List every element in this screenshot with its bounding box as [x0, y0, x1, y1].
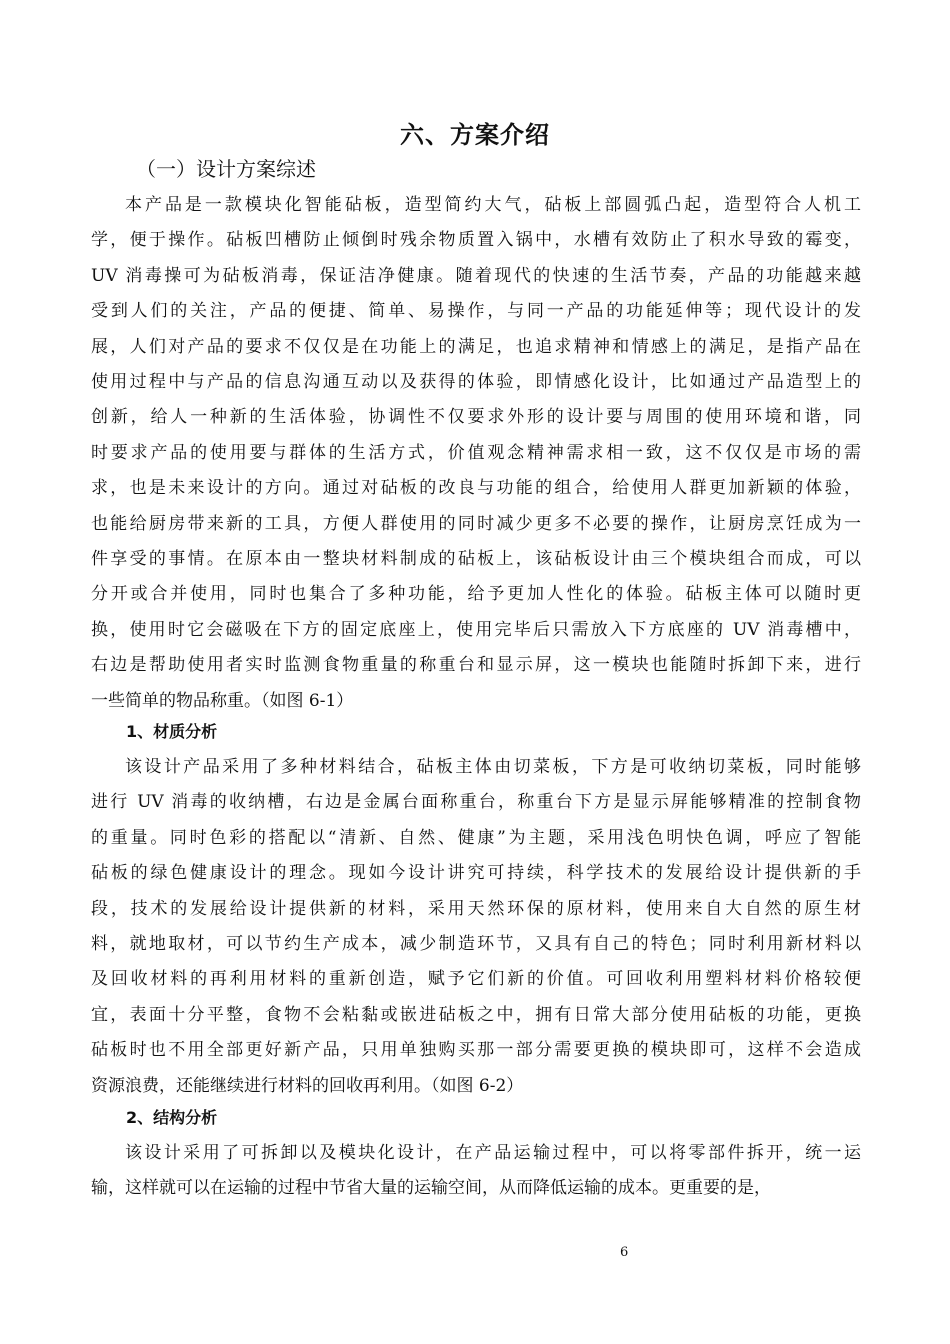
text-line: 求，也是未来设计的方向。通过对砧板的改良与功能的组合，给使用人群更加新颖的体验，	[91, 478, 861, 499]
text-line: 件享受的事情。在原本由一整块材料制成的砧板上，该砧板设计由三个模块组合而成，可以	[91, 549, 861, 570]
page-number: 6	[620, 1245, 629, 1260]
text-line: 料，就地取材，可以节约生产成本，减少制造环节，又具有自己的特色；同时利用新材料以	[91, 934, 861, 955]
material-paragraph	[91, 750, 861, 1104]
text-line: 一些简单的物品称重。（如图 6-1）	[91, 690, 354, 711]
text-line: 时要求产品的使用要与群体的生活方式，价值观念精神需求相一致，这不仅仅是市场的需	[91, 442, 861, 463]
text-line: 学，便于操作。砧板凹槽防止倾倒时残余物质置入锅中，水槽有效防止了积水导致的霉变，	[91, 230, 861, 251]
text-line: 资源浪费，还能继续进行材料的回收再利用。（如图 6-2）	[91, 1075, 524, 1096]
text-line: 创新，给人一种新的生活体验，协调性不仅要求外形的设计要与周围的使用环境和谐，同	[91, 407, 861, 428]
material-analysis-title: 1、材质分析	[126, 722, 218, 741]
text-line: 输，这样就可以在运输的过程中节省大量的运输空间，从而降低运输的成本。更重要的是，	[91, 1178, 771, 1199]
text-line: 及回收材料的再利用材料的重新创造，赋予它们新的价值。可回收利用塑料材料价格较便	[91, 969, 861, 990]
text-line: 砧板的绿色健康设计的理念。现如今设计讲究可持续，科学技术的发展给设计提供新的手	[91, 863, 861, 884]
text-line: 也能给厨房带来新的工具，方便人群使用的同时减少更多不必要的操作，让厨房烹饪成为一	[91, 513, 861, 534]
text-line: 换，使用时它会磁吸在下方的固定底座上，使用完毕后只需放入下方底座的 UV 消毒槽中，	[91, 619, 861, 640]
text-line: 宜，表面十分平整，食物不会粘黏或嵌进砧板之中，拥有日常大部分使用砧板的功能，更换	[91, 1004, 861, 1025]
text-line: 段，技术的发展给设计提供新的材料，采用天然环保的原材料，使用来自大自然的原生材	[91, 898, 861, 919]
text-line: 的重量。同时色彩的搭配以“清新、自然、健康”为主题，采用浅色明快色调，呼应了智能	[91, 827, 861, 848]
text-line: 本产品是一款模块化智能砧板，造型简约大气，砧板上部圆弧凸起，造型符合人机工	[125, 195, 861, 215]
intro-paragraph	[91, 188, 861, 719]
text-line: 使用过程中与产品的信息沟通互动以及获得的体验，即情感化设计，比如通过产品造型上的	[91, 372, 861, 393]
text-line: 右边是帮助使用者实时监测食物重量的称重台和显示屏，这一模块也能随时拆卸下来，进行	[91, 655, 861, 676]
text-line: 分开或合并使用，同时也集合了多种功能，给予更加人性化的体验。砧板主体可以随时更	[91, 584, 861, 605]
structure-paragraph	[91, 1136, 861, 1207]
text-line: UV 消毒操可为砧板消毒，保证洁净健康。随着现代的快速的生活节奏，产品的功能越来越	[91, 265, 861, 286]
text-line: 展，人们对产品的要求不仅仅是在功能上的满足，也追求精神和情感上的满足，是指产品在	[91, 336, 861, 357]
text-line: 砧板时也不用全部更好新产品，只用单独购买那一部分需要更换的模块即可，这样不会造成	[91, 1040, 861, 1061]
structure-analysis-title: 2、结构分析	[126, 1108, 218, 1127]
text-line: 受到人们的关注，产品的便捷、简单、易操作，与同一产品的功能延伸等；现代设计的发	[91, 301, 861, 322]
text-line: 进行 UV 消毒的收纳槽，右边是金属台面称重台，称重台下方是显示屏能够精准的控制食物	[91, 792, 861, 813]
section-title: （一）设计方案综述	[136, 157, 316, 181]
text-line: 该设计产品采用了多种材料结合，砧板主体由切菜板，下方是可收纳切菜板，同时能够	[125, 757, 861, 777]
chapter-title: 六、方案介绍	[400, 121, 550, 149]
text-line: 该设计采用了可拆卸以及模块化设计，在产品运输过程中，可以将零部件拆开，统一运	[125, 1143, 861, 1163]
